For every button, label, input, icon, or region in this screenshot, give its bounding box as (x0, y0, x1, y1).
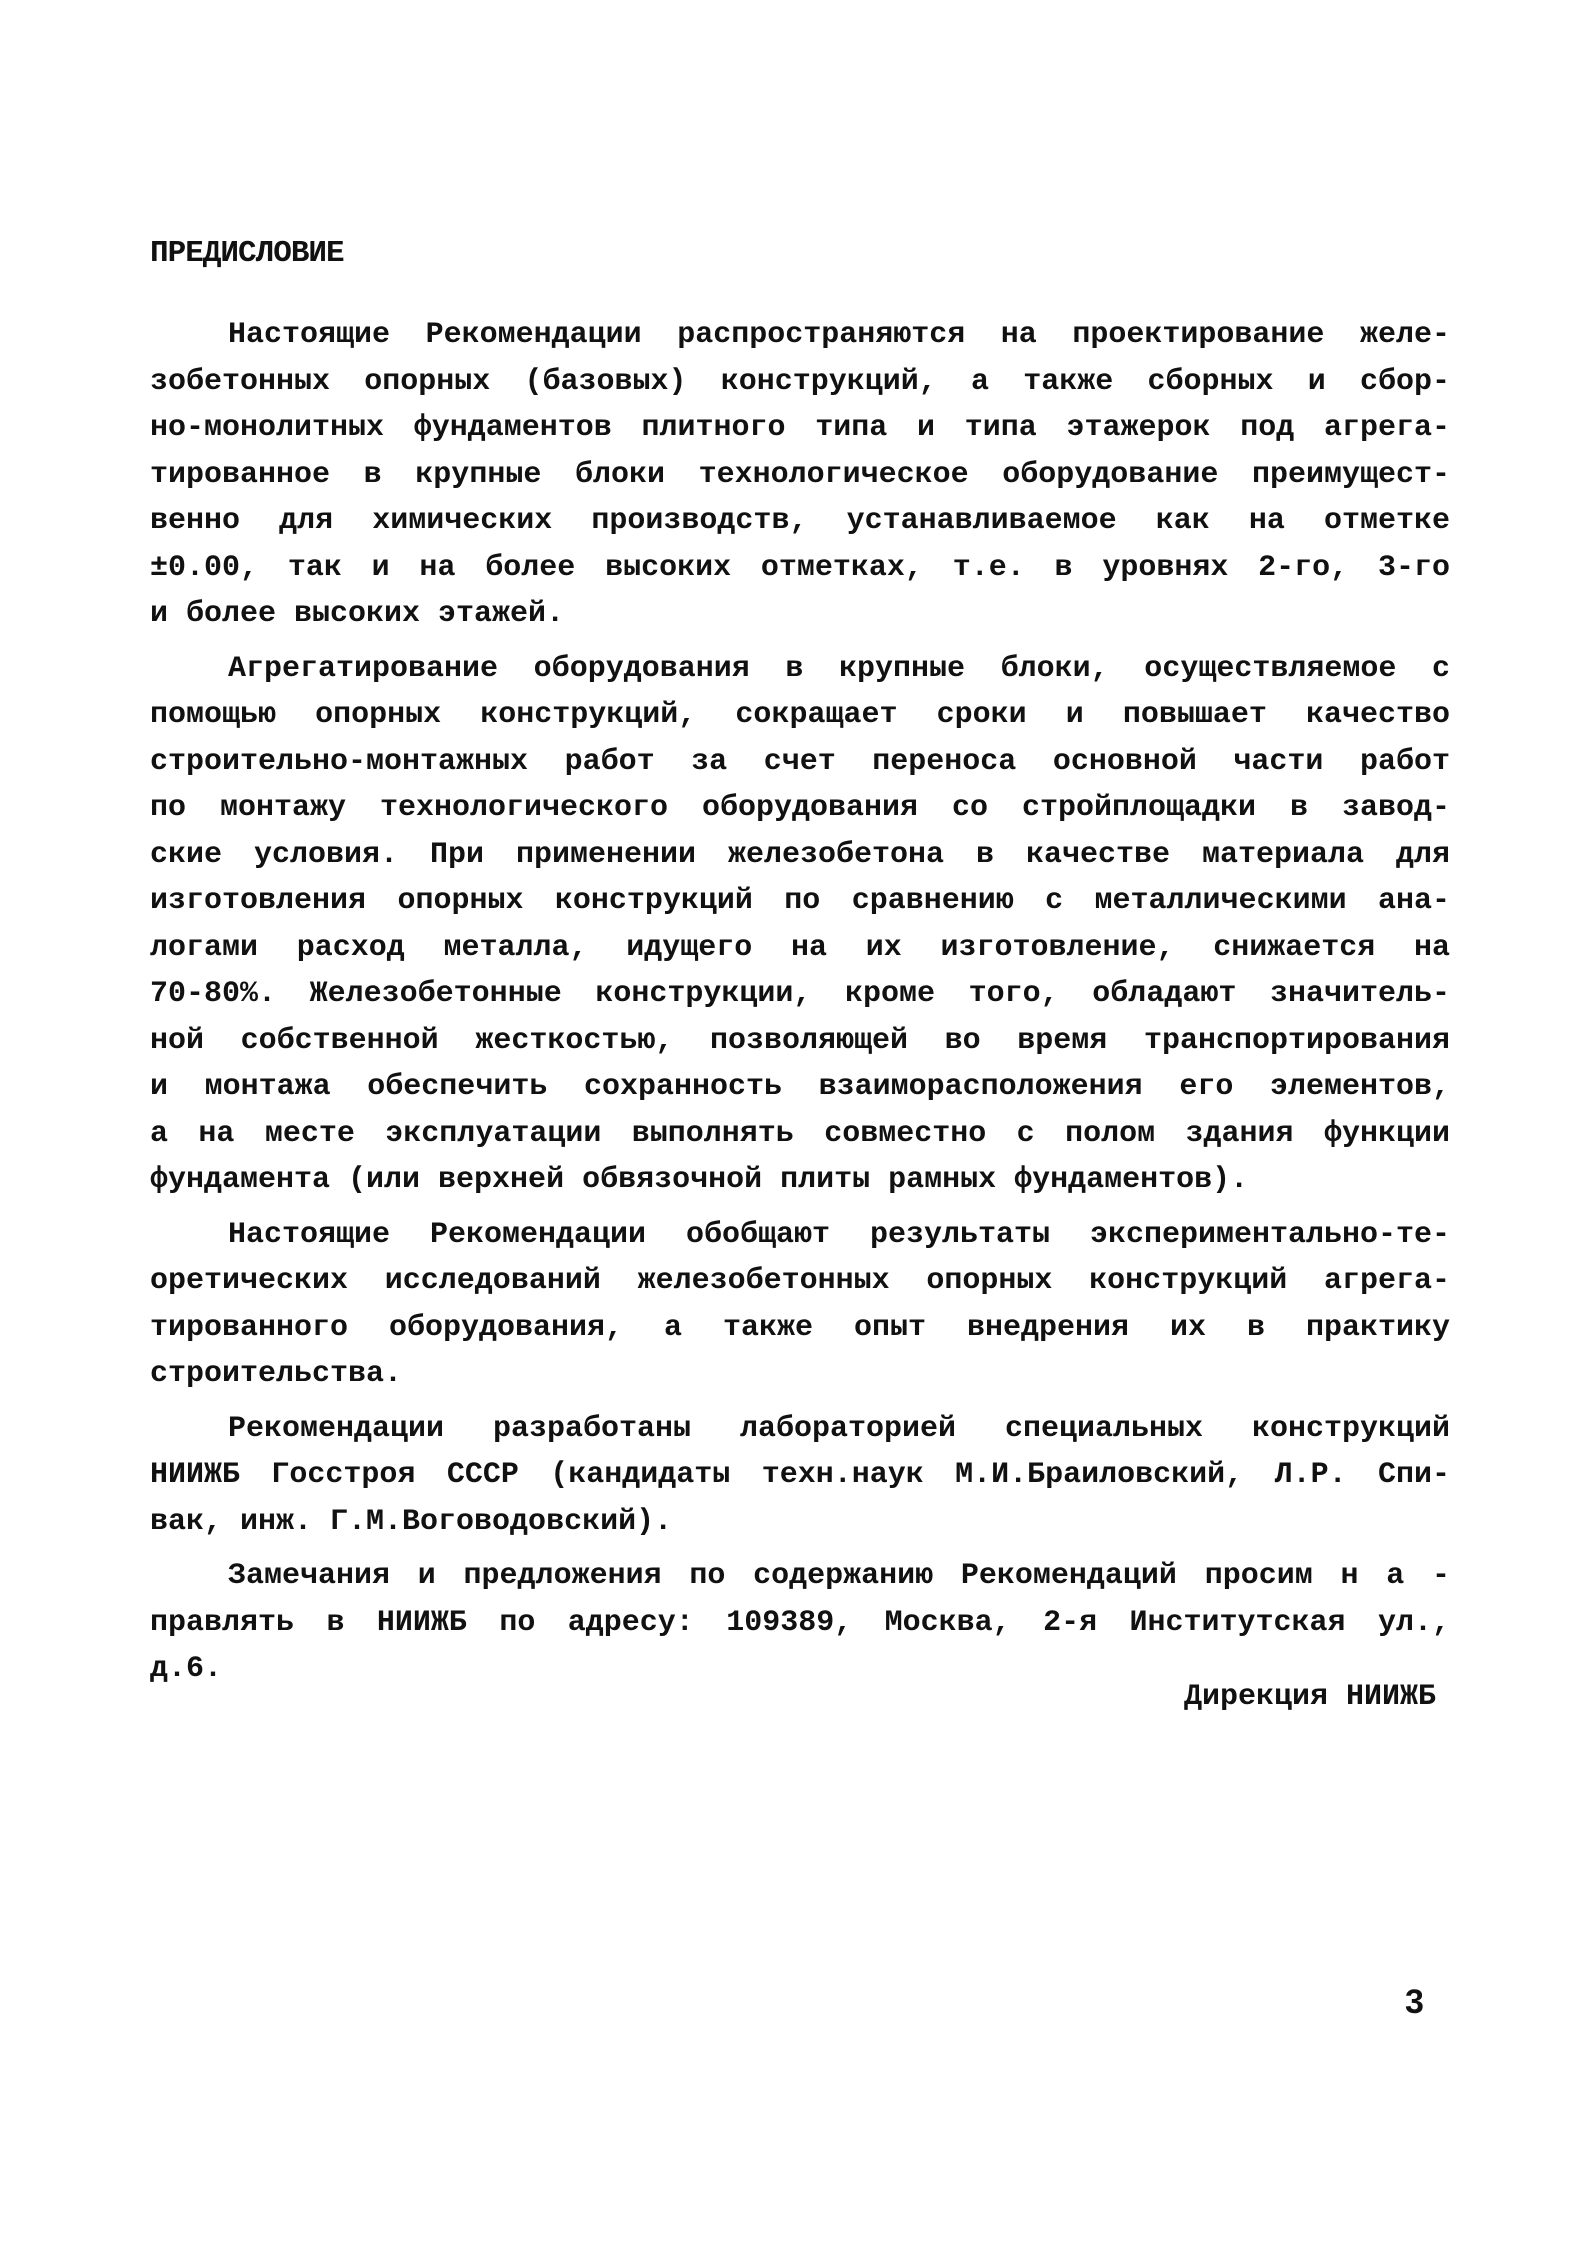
text-line: Настоящие Рекомендации распространяются на проектирование желе- (228, 318, 1450, 352)
signature: Дирекция НИИЖБ (1183, 1680, 1436, 1714)
text-line: ной собственной жесткостью, позволяющей во время транспортирования (150, 1023, 1450, 1058)
paragraph-scope (150, 312, 1450, 638)
text-line: а на месте эксплуатации выполнять совместно с полом здания функции (150, 1116, 1450, 1151)
text-line: д.6. (150, 1652, 223, 1686)
text-line: фундамента (или верхней обвязочной плиты рамных фундаментов). (150, 1163, 1249, 1197)
text-line: Замечания и предложения по содержанию Рекомендаций просим н а - (228, 1559, 1450, 1593)
text-line: Агрегатирование оборудования в крупные блоки, осуществляемое с (228, 651, 1450, 686)
text-line: логами расход металла, идущего на их изготовление, снижается на (150, 930, 1450, 965)
text-line: 70-80%. Железобетонные конструкции, кроме того, обладают значитель- (150, 977, 1450, 1011)
paragraph-aggregation (150, 646, 1450, 1204)
text-line: правлять в НИИЖБ по адресу: 109389, Москва, 2-я Институтская ул., (150, 1605, 1450, 1640)
text-line: Настоящие Рекомендации обобщают результаты экспериментально-те- (228, 1217, 1450, 1252)
text-line: ±0.00, так и на более высоких отметках, т.е. в уровнях 2-го, 3-го (150, 550, 1450, 585)
text-line: тированного оборудования, а также опыт внедрения их в практику (150, 1310, 1450, 1345)
page-number: 3 (1405, 1983, 1424, 2021)
text-line: вак, инж. Г.М.Воговодовский). (150, 1504, 673, 1539)
text-line: Рекомендации разработаны лабораторией специальных конструкций (228, 1411, 1450, 1446)
paragraph-contact (150, 1553, 1450, 1693)
text-line: строительства. (150, 1357, 403, 1391)
paragraph-authors (150, 1406, 1450, 1546)
text-line: по монтажу технологического оборудования со стройплощадки в завод- (150, 791, 1450, 825)
text-line: но-монолитных фундаментов плитного типа и типа этажерок под агрега- (150, 411, 1450, 445)
text-line: оретических исследований железобетонных опорных конструкций агрега- (150, 1264, 1450, 1298)
text-line: и более высоких этажей. (150, 597, 565, 631)
text-line: ские условия. При применении железобетона в качестве материала для (150, 837, 1450, 872)
page-title: ПРЕДИСЛОВИЕ (150, 236, 344, 271)
text-line: строительно-монтажных работ за счет переноса основной части работ (150, 744, 1450, 779)
text-line: венно для химических производств, устанавливаемое как на отметке (150, 504, 1450, 538)
text-line: тированное в крупные блоки технологическое оборудование преимущест- (150, 457, 1450, 492)
paragraph-summary (150, 1212, 1450, 1398)
text-line: изготовления опорных конструкций по сравнению с металлическими ана- (150, 884, 1450, 918)
text-line: зобетонных опорных (базовых) конструкций, а также сборных и сбор- (150, 364, 1450, 399)
preface-body (150, 312, 1450, 1701)
text-line: помощью опорных конструкций, сокращает сроки и повышает качество (150, 698, 1450, 732)
text-line: и монтажа обеспечить сохранность взаиморасположения его элементов, (150, 1070, 1450, 1104)
text-line: НИИЖБ Госстроя СССР (кандидаты техн.наук М.И.Браиловский, Л.Р. Спи- (150, 1458, 1450, 1492)
